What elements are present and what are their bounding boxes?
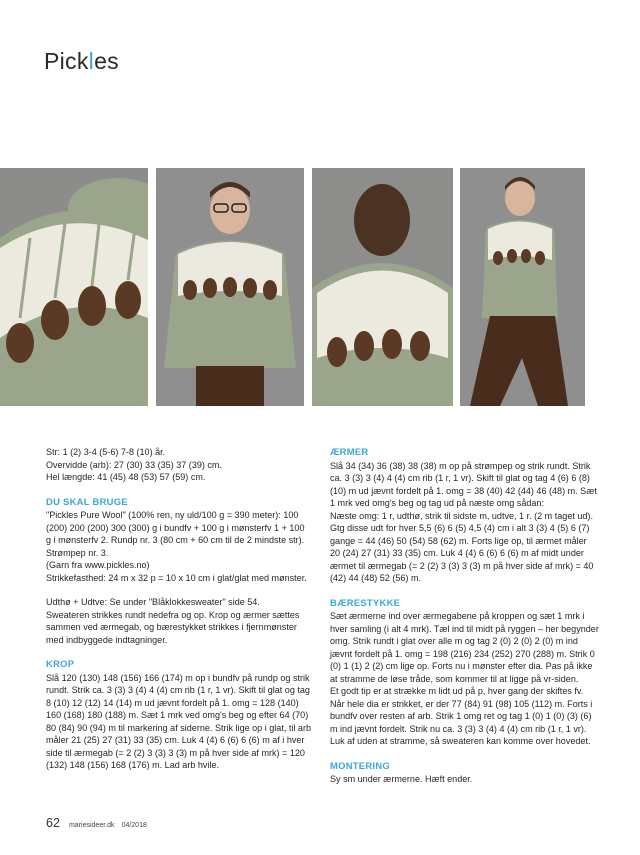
intro-line: sammen ved ærmegab, og bærestykket strikkes i fjernmønster: [46, 622, 297, 632]
materials-line: (200) 200 (200) 300 (300) g i bundfv + 100 g i mønsterfv 1 + 100: [46, 522, 305, 533]
sleeves-line: ærmet til ærmegab (= 2 (2) 3 (3) 3 (3) m på hver side af mrk) = 40: [330, 560, 594, 571]
yoke-line: Sæt ærmerne ind over ærmegabene på kroppen og sæt 1 mrk i: [330, 611, 585, 621]
materials-line: Strikkefasthed: 24 m x 32 p = 10 x 10 cm i glat/glat med mønster.: [46, 572, 307, 583]
body-line: Slå 120 (130) 148 (156) 166 (174) m op i bundfv på rundp og strik: [46, 672, 310, 683]
photo-yoke-closeup: [0, 168, 148, 406]
sleeves-line: Næste omg: 1 r, udthø, strik til sidste m, udtve, 1 r. (2 m taget ud).: [330, 510, 593, 521]
sleeves-line: gange = 44 (46) 50 (54) 58 (62) m. Forts lige op, til ærmet måler: [330, 535, 587, 546]
page-number: 62: [46, 816, 60, 830]
sleeves-line: 1 mrk ved omg's beg og tag ud på næste omg sådan:: [330, 498, 544, 508]
sleeves-heading: ÆRMER: [330, 446, 369, 457]
assembly-heading: MONTERING: [330, 759, 390, 771]
size-line: Overvidde (arb): 27 (30) 33 (35) 37 (39) cm.: [46, 459, 222, 470]
photo-boy-front: [156, 168, 304, 406]
body-line: 80 (84) 90 (94) m til markering af siderne. Strik lige op i glat, til arb: [46, 722, 311, 733]
yoke-line: bundfv over resten af arb. Strik 1 omg ret og tag 1 (0) 1 (0) (3) (6): [330, 711, 592, 721]
page-footer: [46, 816, 147, 830]
sleeves-line: Gtg disse udt for hver 5,5 (6) 6 (5) 4,5 (4) cm i alt 3 (3) 4 (5) 6 (7): [330, 523, 590, 533]
yoke-line: omg. Strik rundt i glat over alle m og tag 2 (0) 2 (0) 2 (0) m ind: [330, 636, 578, 646]
footer-issue: 04/2018: [121, 822, 147, 829]
footer-site: mariesideer.dk: [68, 822, 115, 829]
sleeves-line: ca. 3 (3) 3 (4) 4 (4) cm rib (1 r, 1 vr). Skift til glat og tag 4 (6) 6 (8): [330, 473, 590, 483]
photo-yoke-back: [312, 168, 453, 406]
materials-heading: DU SKAL BRUGE: [46, 495, 128, 507]
yoke-line: (0) 1 (1) 2 (2) cm lige op. Forts nu i mønster efter dia. Pas på ikke: [330, 661, 593, 671]
sleeves-line: Slå 34 (34) 36 (38) 38 (38) m op på strømpep og strik rundt. Strik: [330, 460, 591, 471]
assembly-line: Sy sm under ærmerne. Hæft ender.: [330, 774, 473, 784]
sleeves-line: (42) 44 (48) 52 (56) m.: [330, 573, 422, 583]
yoke-line: Et godt tip er at strække m lidt ud på p, hver gang der skiftes fv.: [330, 686, 584, 696]
size-line: Hel længde: 41 (45) 48 (53) 57 (59) cm.: [46, 472, 206, 482]
body-line: måler 21 (25) 27 (31) 33 (35) cm. Luk 4 (4) 6 (6) 6 (6) m af i hver: [46, 735, 305, 745]
pickles-logo: Pickles: [44, 48, 119, 74]
photo-strip: [0, 168, 640, 406]
left-column: [46, 446, 316, 772]
yoke-heading: BÆRESTYKKE: [330, 596, 401, 608]
intro-line: Sweateren strikkes rundt nedefra og op. Krop og ærmer sættes: [46, 609, 300, 620]
body-line: 160 (168) 180 (188) m. Sæt 1 mrk ved omg's beg og efter 64 (70): [46, 710, 309, 720]
yoke-line: jævnt fordelt på 1. omg = 198 (216) 234 (252) 270 (288) m. Strik 0: [330, 648, 595, 659]
yoke-line: at stramme de løse tråde, som kommer til at ligge på vr-siden.: [330, 673, 579, 684]
yoke-line: Når hele dia er strikket, er der 77 (84) 91 (98) 105 (112) m. Forts i: [330, 698, 593, 709]
materials-line: "Pickles Pure Wool" (100% ren, ny uld/100 g = 390 meter): 100: [46, 510, 299, 520]
materials-line: g i mønsterfv 2. Rundp nr. 3 (80 cm + 60 cm til de 2 mindste str).: [46, 535, 305, 545]
materials-line: Strømpep nr. 3.: [46, 547, 109, 558]
yoke-line: hver samling (i alt 4 mrk). Tæl ind til midt på ryggen – her begynder: [330, 623, 599, 634]
body-line: rundt. Strik ca. 3 (3) 3 (4) 4 (4) cm rib (1 r, 1 vr). Skift til glat og tag: [46, 685, 310, 695]
photo-boy-fullbody: [460, 168, 585, 406]
body-line: (132) 148 (156) 168 (176) m. Lad arb hvile.: [46, 760, 219, 770]
intro-line: med indbyggede indtagninger.: [46, 634, 168, 645]
size-line: Str: 1 (2) 3-4 (5-6) 7-8 (10) år.: [46, 447, 166, 457]
intro-line: Udthø + Udtve: Se under "Blåklokkesweater" side 54.: [46, 597, 260, 607]
body-line: side til ærmegab (= 2 (2) 3 (3) 3 (3) m på hver side af mrk) = 120: [46, 747, 305, 758]
sleeves-line: 20 (24) 27 (31) 33 (35) cm. Luk 4 (4) 6 (6) 6 (6) m af midt under: [330, 548, 584, 558]
right-column: [330, 446, 612, 786]
materials-line: (Garn fra www.pickles.no): [46, 560, 150, 570]
yoke-line: Luk af uden at stramme, så sweateren kan komme over hovedet.: [330, 736, 591, 746]
body-heading: KROP: [46, 658, 75, 669]
yoke-line: m ind jævnt fordelt. Strik nu ca. 3 (3) 3 (4) 4 (4) cm rib (1 r, 1 vr).: [330, 723, 587, 734]
body-line: 8 (10) 12 (12) 14 (14) m ud jævnt fordelt på 1. omg = 128 (140): [46, 697, 299, 708]
sleeves-line: (10) m ud jævnt fordelt på 1. omg = 38 (40) 42 (44) 46 (48) m. Sæt: [330, 485, 597, 496]
